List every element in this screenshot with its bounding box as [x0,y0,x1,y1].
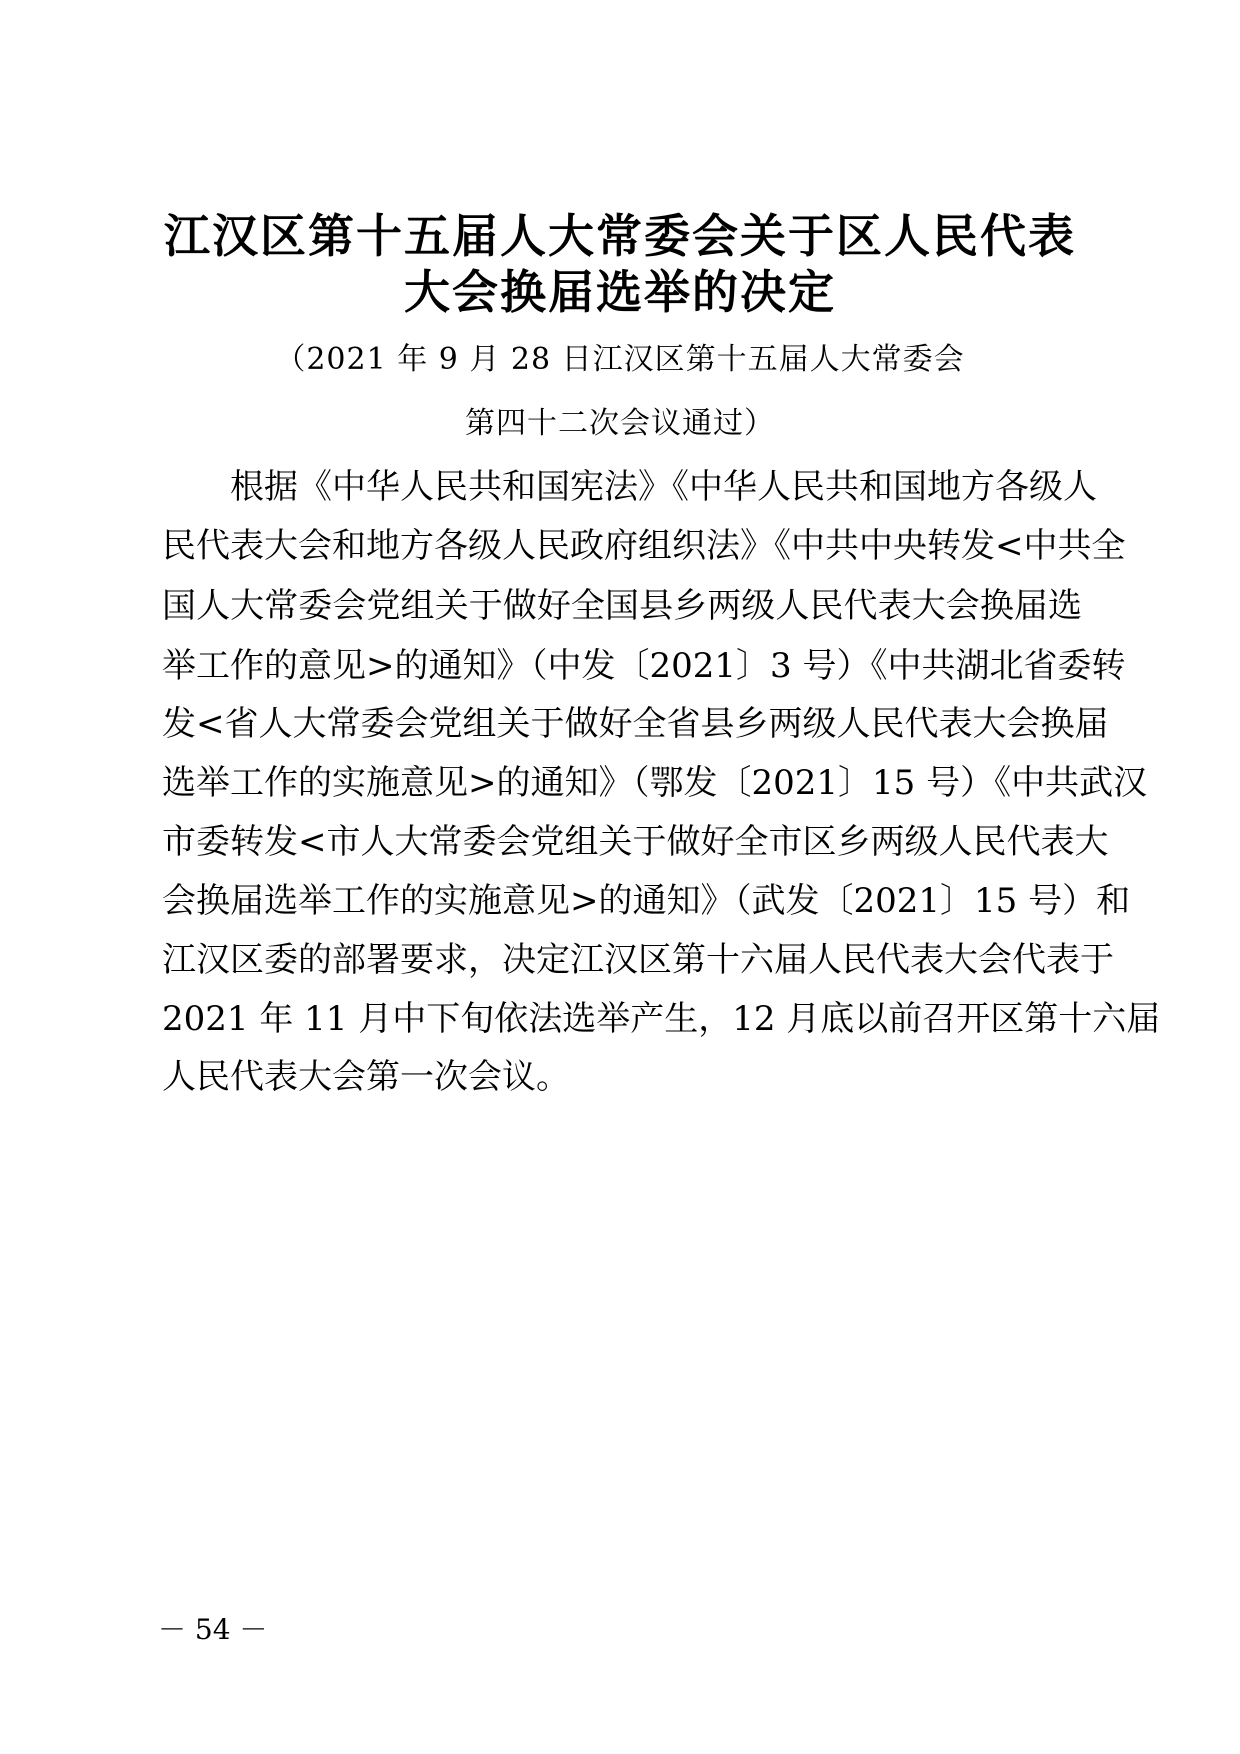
body-line-10: 2021 年 11 月中下旬依法选举产生，12 月底以前召开区第十六届 [162,999,1161,1039]
body-line-3: 国人大常委会党组关于做好全国县乡两级人民代表大会换届选 [162,586,1082,626]
body-line-11: 人民代表大会第一次会议。 [162,1057,570,1097]
document-subtitle-line-2: 第四十二次会议通过） [465,406,775,441]
body-line-4: 举工作的意见>的通知》（中发〔2021〕3 号）《中共湖北省委转 [162,646,1126,686]
body-line-8: 会换届选举工作的实施意见>的通知》（武发〔2021〕15 号）和 [162,881,1131,921]
document-subtitle-line-1: （2021 年 9 月 28 日江汉区第十五届人大常委会 [275,342,965,377]
document-title-line-2: 大会换届选举的决定 [404,265,836,319]
body-line-9: 江汉区委的部署要求，决定江汉区第十六届人民代表大会代表于 [162,940,1114,980]
page-number: － 54 － [158,1613,268,1646]
body-line-5: 发<省人大常委会党组关于做好全省县乡两级人民代表大会换届 [162,704,1109,744]
body-line-6: 选举工作的实施意见>的通知》（鄂发〔2021〕15 号）《中共武汉 [162,763,1148,803]
body-line-7: 市委转发<市人大常委会党组关于做好全市区乡两级人民代表大 [162,822,1109,862]
body-line-1: 根据《中华人民共和国宪法》《中华人民共和国地方各级人 [230,467,1097,507]
document-title-line-1: 江汉区第十五届人大常委会关于区人民代表 [164,209,1076,263]
body-line-2: 民代表大会和地方各级人民政府组织法》《中共中央转发<中共全 [162,526,1126,566]
